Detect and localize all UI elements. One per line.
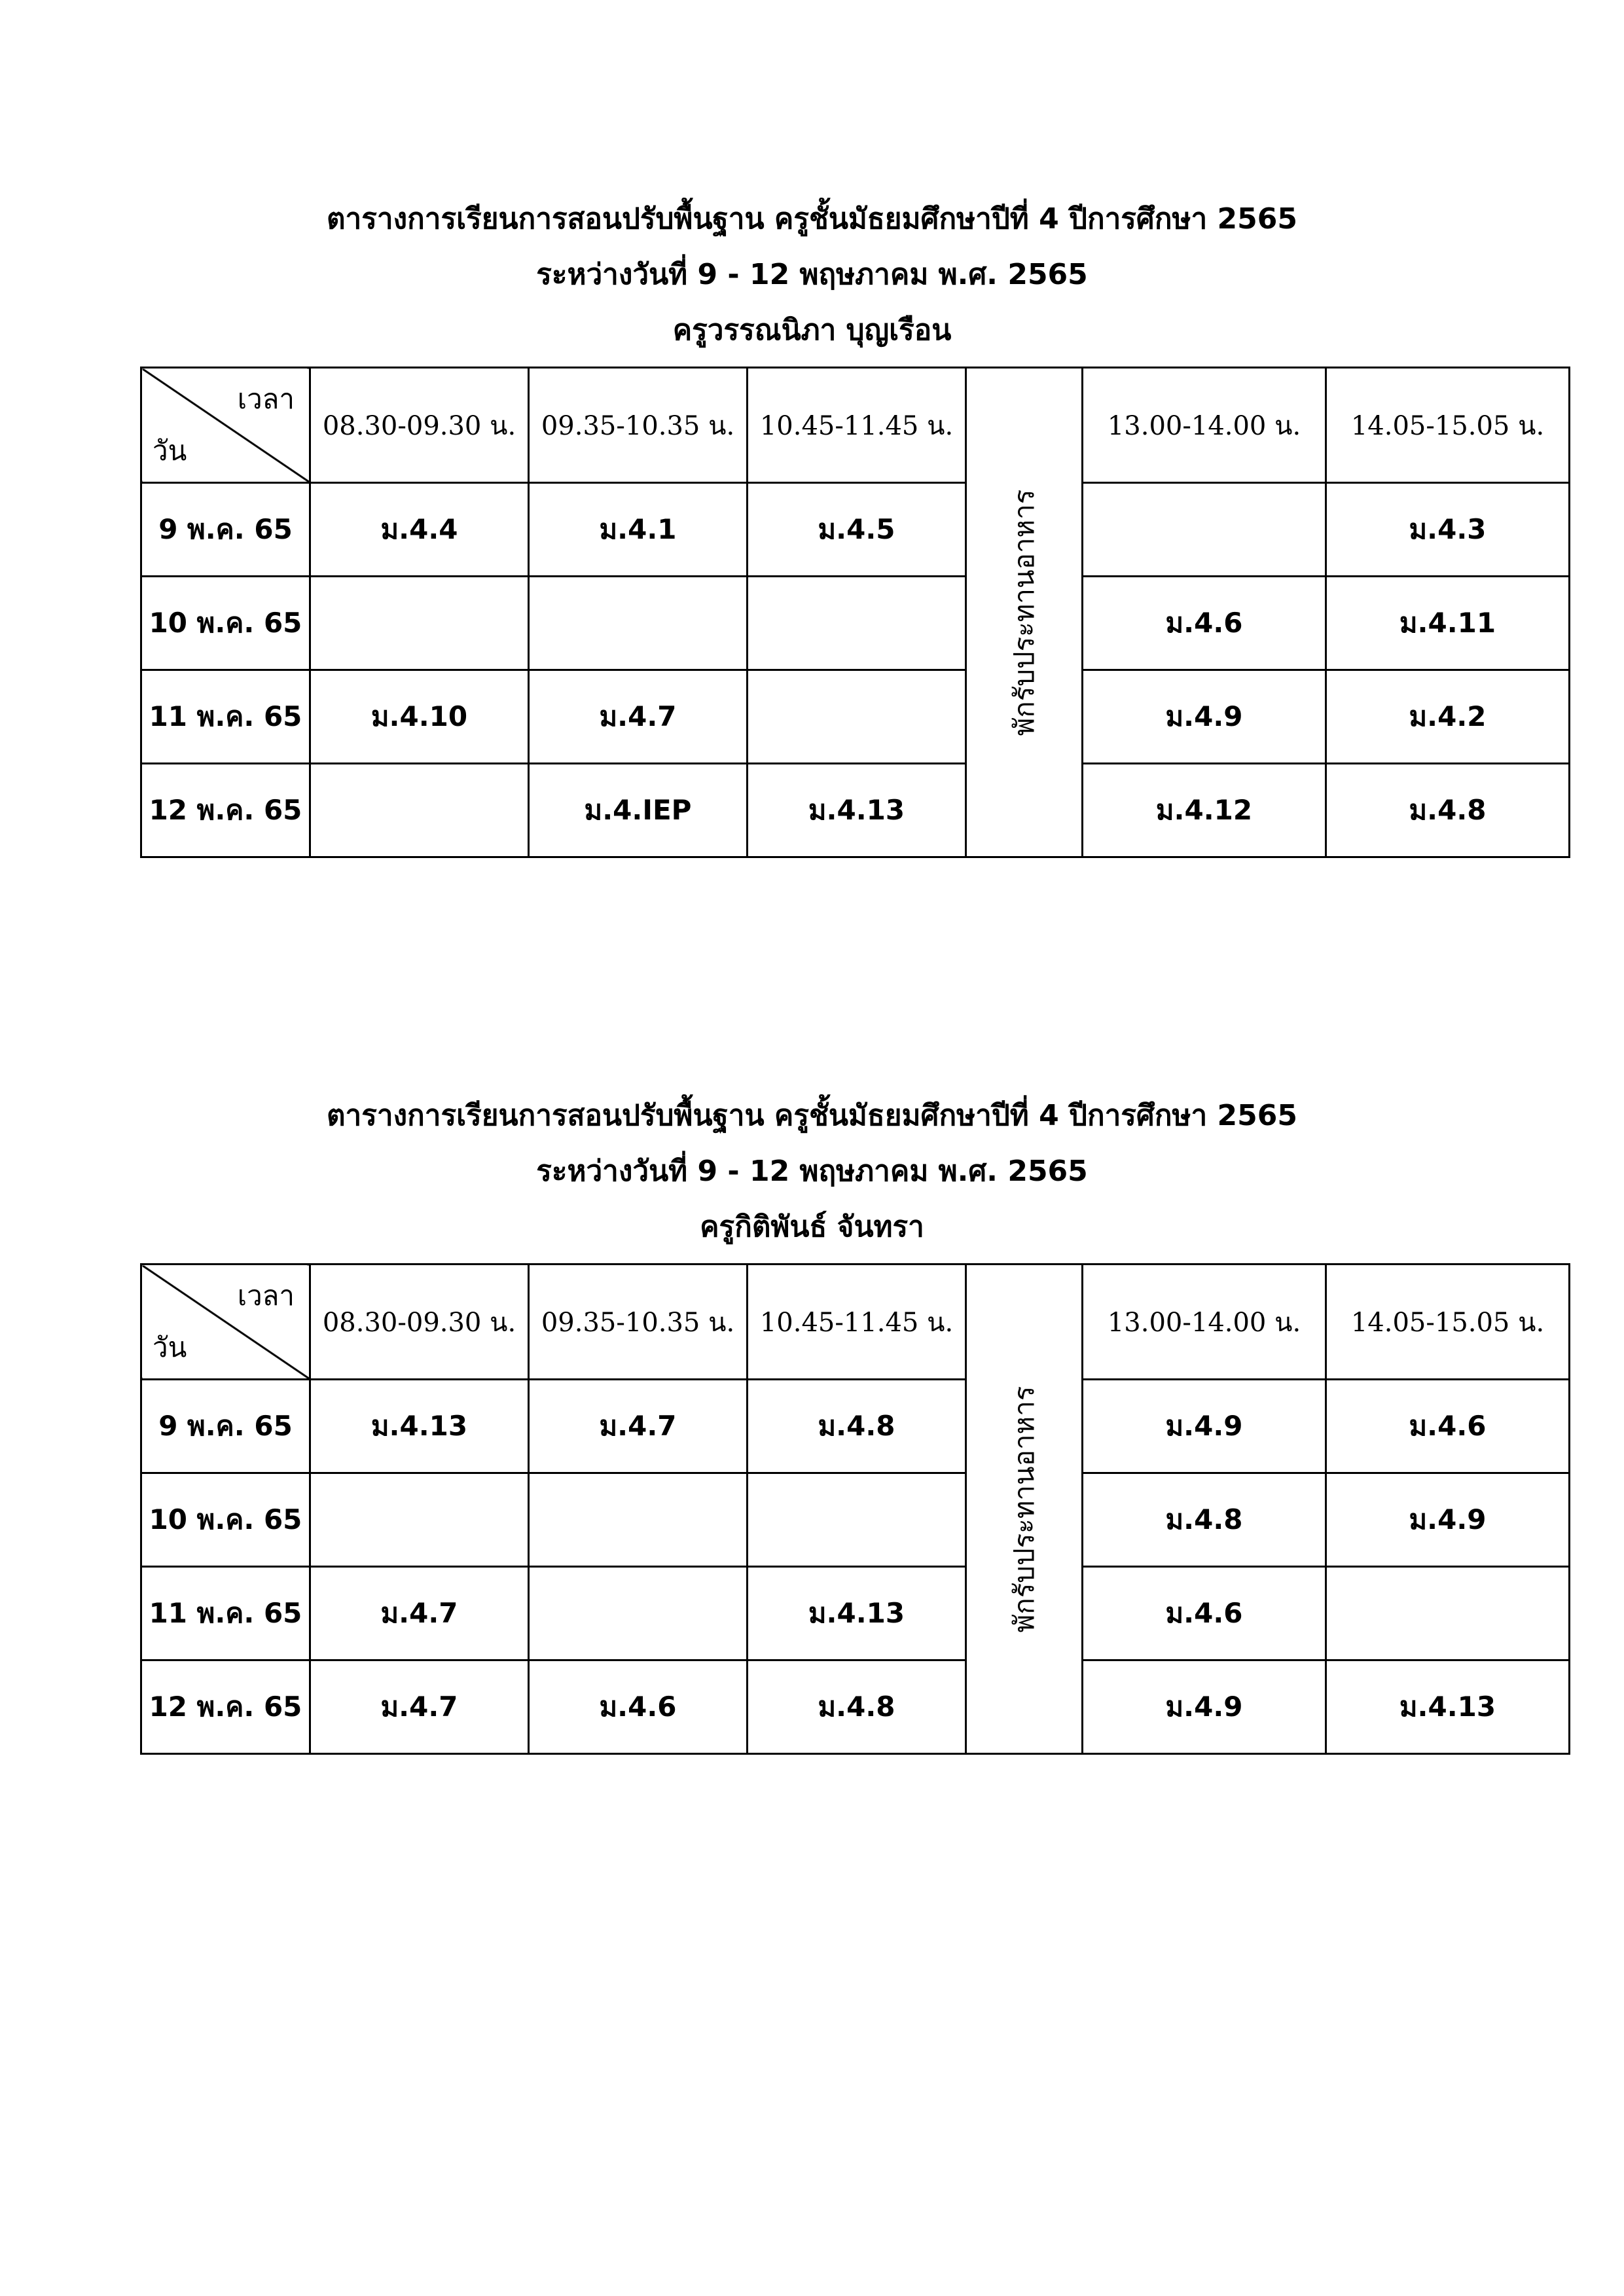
class-label: ม.4.8 [818, 1410, 895, 1442]
class-label: ม.4.8 [818, 1691, 895, 1723]
class-label: ม.4.13 [808, 794, 905, 826]
class-label: ม.4.10 [370, 700, 468, 732]
time-slot-label: 08.30-09.30 น. [322, 1307, 516, 1338]
day-cell [141, 764, 310, 857]
class-cell [1083, 483, 1326, 577]
class-cell [1326, 1660, 1570, 1754]
class-label: ม.4.9 [1165, 700, 1243, 732]
class-cell [310, 577, 529, 670]
class-cell [748, 577, 966, 670]
corner-header-cell [141, 1265, 310, 1380]
lunch-break-label: พักรับประทานอาหาร [1007, 1386, 1040, 1632]
class-label: ม.4.7 [599, 1410, 677, 1442]
time-slot-label: 14.05-15.05 น. [1350, 410, 1545, 441]
time-slot-label: 13.00-14.00 น. [1107, 1307, 1301, 1338]
corner-time-label: เวลา [237, 383, 295, 415]
time-slot-label: 08.30-09.30 น. [322, 410, 516, 441]
class-label: ม.4.6 [599, 1691, 677, 1723]
corner-day-label: วัน [153, 1331, 187, 1363]
time-slot-header [529, 368, 748, 483]
time-slot-label: 14.05-15.05 น. [1350, 1307, 1545, 1338]
time-slot-header [1083, 1265, 1326, 1380]
class-cell [529, 670, 748, 764]
table-row [141, 1473, 1570, 1567]
class-cell [1326, 764, 1570, 857]
class-cell [1083, 1660, 1326, 1754]
time-slot-label: 09.35-10.35 น. [541, 410, 735, 441]
day-cell [141, 1567, 310, 1660]
day-label: 11 พ.ค. 65 [149, 700, 302, 732]
schedule-period: ระหว่างวันที่ 9 - 12 พฤษภาคม พ.ศ. 2565 [536, 258, 1088, 291]
header-row [141, 1265, 1570, 1380]
class-cell [1083, 670, 1326, 764]
table-row [141, 1567, 1570, 1660]
schedule-table [140, 1263, 1570, 1755]
class-cell [1326, 577, 1570, 670]
class-cell [310, 1473, 529, 1567]
class-cell [529, 1660, 748, 1754]
table-row [141, 577, 1570, 670]
class-label: ม.4.2 [1409, 700, 1487, 732]
class-cell [310, 1660, 529, 1754]
class-label: ม.4.13 [808, 1597, 905, 1629]
schedule-title: ตารางการเรียนการสอนปรับพื้นฐาน ครูชั้นมัธยมศึกษาปีที่ 4 ปีการศึกษา 2565 [326, 1099, 1297, 1132]
class-cell [748, 1380, 966, 1473]
corner-time-label: เวลา [237, 1280, 295, 1312]
class-label: ม.4.7 [380, 1597, 458, 1629]
day-label: 11 พ.ค. 65 [149, 1597, 302, 1629]
class-cell [748, 1473, 966, 1567]
class-label: ม.4.12 [1155, 794, 1253, 826]
class-cell [310, 670, 529, 764]
lunch-break-cell [966, 368, 1083, 857]
day-cell [141, 483, 310, 577]
day-cell [141, 670, 310, 764]
lunch-break-cell [966, 1265, 1083, 1754]
class-label: ม.4.1 [599, 513, 677, 545]
class-cell [529, 764, 748, 857]
time-slot-header [310, 1265, 529, 1380]
class-cell [1083, 1473, 1326, 1567]
class-cell [529, 1567, 748, 1660]
table-row [141, 1380, 1570, 1473]
time-slot-header [529, 1265, 748, 1380]
table-row [141, 1660, 1570, 1754]
class-cell [748, 483, 966, 577]
corner-header-cell [141, 368, 310, 483]
schedule-teacher: ครูกิติพันธ์ จันทรา [700, 1210, 924, 1244]
class-label: ม.4.6 [1165, 1597, 1243, 1629]
day-label: 9 พ.ค. 65 [158, 513, 293, 545]
class-label: ม.4.9 [1165, 1691, 1243, 1723]
class-label: ม.4.6 [1165, 607, 1243, 639]
day-cell [141, 1660, 310, 1754]
lunch-break-label: พักรับประทานอาหาร [1007, 489, 1040, 736]
class-cell [1326, 483, 1570, 577]
class-cell [748, 1660, 966, 1754]
class-label: ม.4.8 [1165, 1503, 1243, 1535]
time-slot-header [1083, 368, 1326, 483]
corner-day-label: วัน [153, 435, 187, 467]
schedule-teacher: ครูวรรณนิภา บุญเรือน [672, 314, 952, 347]
schedule-title: ตารางการเรียนการสอนปรับพื้นฐาน ครูชั้นมัธยมศึกษาปีที่ 4 ปีการศึกษา 2565 [326, 202, 1297, 236]
class-cell [1083, 764, 1326, 857]
day-label: 10 พ.ค. 65 [149, 1503, 302, 1535]
class-cell [748, 670, 966, 764]
time-slot-header [1326, 1265, 1570, 1380]
class-label: ม.4.9 [1165, 1410, 1243, 1442]
class-label: ม.4.13 [1399, 1691, 1496, 1723]
time-slot-header [748, 1265, 966, 1380]
time-slot-label: 10.45-11.45 น. [759, 1307, 954, 1338]
table-row [141, 483, 1570, 577]
time-slot-header [748, 368, 966, 483]
day-cell [141, 1380, 310, 1473]
day-cell [141, 577, 310, 670]
day-label: 10 พ.ค. 65 [149, 607, 302, 639]
time-slot-header [1326, 368, 1570, 483]
class-cell [1326, 1567, 1570, 1660]
time-slot-label: 13.00-14.00 น. [1107, 410, 1301, 441]
class-cell [1326, 1473, 1570, 1567]
class-cell [748, 1567, 966, 1660]
class-label: ม.4.7 [380, 1691, 458, 1723]
class-label: ม.4.9 [1409, 1503, 1487, 1535]
class-cell [1083, 1567, 1326, 1660]
class-cell [1326, 1380, 1570, 1473]
class-label: ม.4.8 [1409, 794, 1487, 826]
header-row [141, 368, 1570, 483]
time-slot-label: 10.45-11.45 น. [759, 410, 954, 441]
day-label: 12 พ.ค. 65 [149, 794, 302, 826]
time-slot-header [310, 368, 529, 483]
class-label: ม.4.13 [370, 1410, 468, 1442]
class-label: ม.4.7 [599, 700, 677, 732]
class-cell [1326, 670, 1570, 764]
day-label: 9 พ.ค. 65 [158, 1410, 293, 1442]
class-cell [1083, 1380, 1326, 1473]
class-cell [529, 1473, 748, 1567]
day-label: 12 พ.ค. 65 [149, 1691, 302, 1723]
class-cell [529, 577, 748, 670]
class-cell [529, 483, 748, 577]
schedule-table [140, 367, 1570, 858]
class-cell [310, 1567, 529, 1660]
class-label: ม.4.5 [818, 513, 895, 545]
class-label: ม.4.6 [1409, 1410, 1487, 1442]
class-label: ม.4.3 [1409, 513, 1487, 545]
table-row [141, 764, 1570, 857]
class-cell [310, 1380, 529, 1473]
class-label: ม.4.IEP [584, 794, 692, 826]
class-cell [1083, 577, 1326, 670]
day-cell [141, 1473, 310, 1567]
class-cell [529, 1380, 748, 1473]
class-cell [310, 764, 529, 857]
class-cell [310, 483, 529, 577]
class-label: ม.4.11 [1399, 607, 1496, 639]
table-row [141, 670, 1570, 764]
class-cell [748, 764, 966, 857]
time-slot-label: 09.35-10.35 น. [541, 1307, 735, 1338]
class-label: ม.4.4 [380, 513, 458, 545]
schedule-period: ระหว่างวันที่ 9 - 12 พฤษภาคม พ.ศ. 2565 [536, 1155, 1088, 1188]
